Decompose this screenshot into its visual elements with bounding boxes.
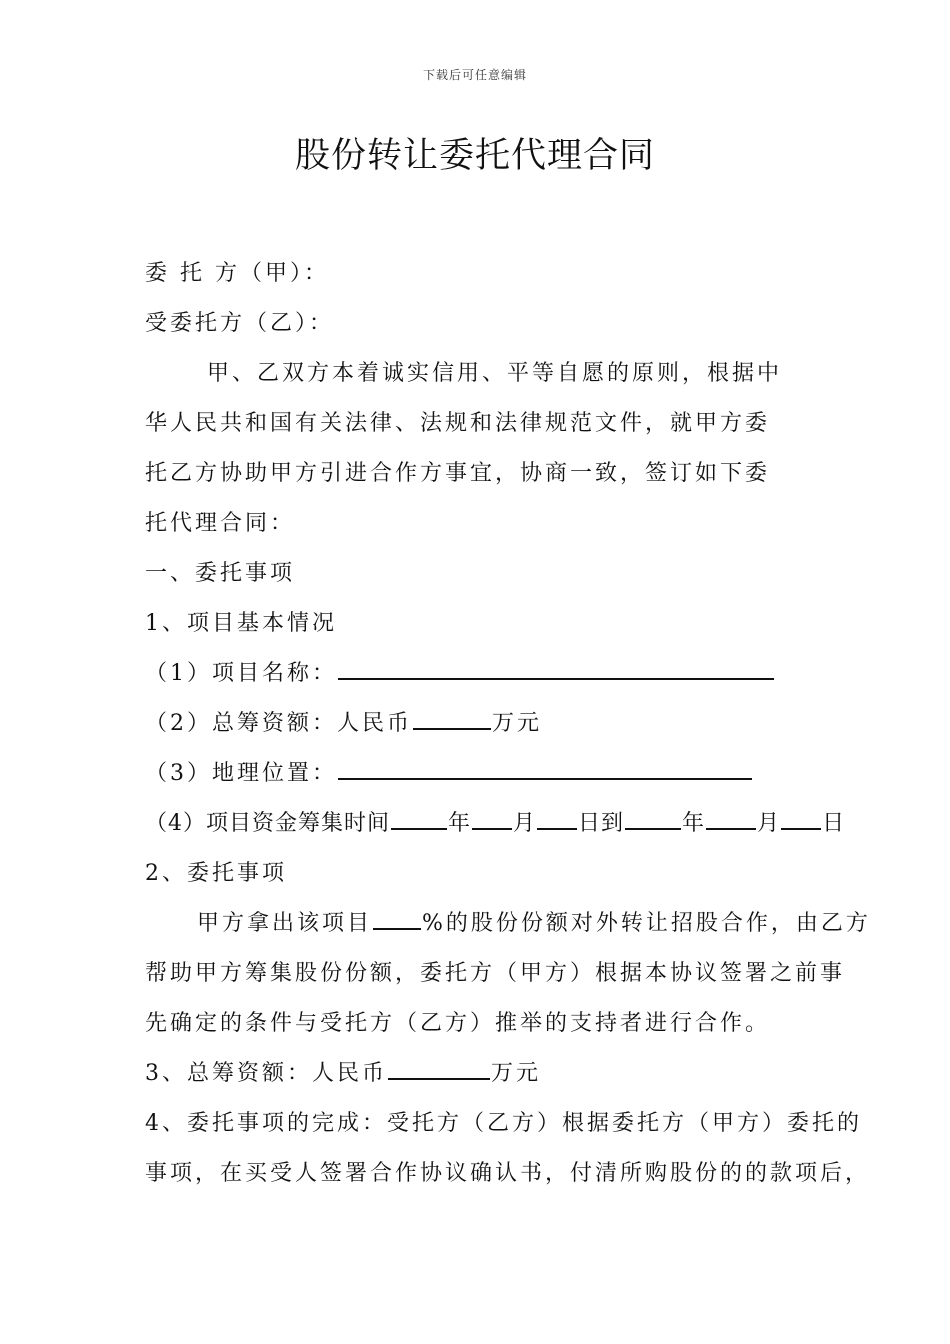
total-funding-blank[interactable] (388, 1050, 490, 1080)
end-year-label: 年 (682, 811, 706, 836)
start-month-blank[interactable] (472, 800, 512, 830)
item-4-line-2: 事项，在买受人签署合作协议确认书，付清所购股份的的款项后， (145, 1161, 871, 1186)
funding-line (145, 699, 810, 749)
item-3-unit: 万元 (491, 1061, 542, 1086)
funding-label: （2）总筹资额：人民币 (145, 711, 412, 736)
item-2-line-1 (145, 899, 871, 949)
location-line (145, 749, 810, 799)
item-3-line (145, 1049, 810, 1099)
location-blank[interactable] (338, 750, 752, 780)
end-day-blank[interactable] (781, 800, 821, 830)
end-month-blank[interactable] (706, 800, 756, 830)
to-label: 日到 (578, 811, 625, 836)
section-1-heading: 一、委托事项 (145, 561, 296, 586)
item-2-line-2: 帮助甲方筹集股份份额，委托方（甲方）根据本协议签署之前事 (145, 961, 846, 986)
item-2-text-b: %的股份份额对外转让招股合作，由乙方 (422, 911, 871, 936)
year-label: 年 (448, 811, 472, 836)
location-label: （3）地理位置： (145, 761, 337, 786)
item-4-line-1: 4、委托事项的完成：受托方（乙方）根据委托方（甲方）委托的 (145, 1111, 862, 1136)
item-2-line-3: 先确定的条件与受托方（乙方）推举的支持者进行合作。 (145, 1011, 771, 1036)
item-2-text-a: 甲方拿出该项目 (197, 911, 373, 936)
intro-line-2: 华人民共和国有关法律、法规和法律规范文件，就甲方委 (145, 411, 771, 436)
start-day-blank[interactable] (537, 800, 577, 830)
principal-label: 委 托 方（甲）： (145, 261, 329, 286)
intro-line-1: 甲、乙双方本着诚实信用、平等自愿的原则，根据中 (207, 361, 783, 386)
item-1-heading: 1、项目基本情况 (145, 611, 337, 636)
agent-label: 受委托方（乙）： (145, 311, 335, 336)
document-body (145, 249, 871, 1199)
end-year-blank[interactable] (625, 800, 681, 830)
principal-line (145, 249, 810, 299)
agent-line (145, 299, 810, 349)
document-title: 股份转让委托代理合同 (294, 136, 655, 176)
month-label: 月 (513, 811, 537, 836)
share-percent-blank[interactable] (373, 900, 421, 930)
item-3-label: 3、总筹资额：人民币 (145, 1061, 387, 1086)
end-month-label: 月 (757, 811, 781, 836)
start-year-blank[interactable] (391, 800, 447, 830)
intro-line-3: 托乙方协助甲方引进合作方事宜，协商一致，签订如下委 (145, 461, 771, 486)
funding-blank[interactable] (413, 700, 491, 730)
item-2-heading: 2、委托事项 (145, 861, 287, 886)
funding-time-label: （4）项目资金筹集时间 (145, 811, 390, 836)
project-name-label: （1）项目名称： (145, 661, 337, 686)
project-name-line (145, 649, 810, 699)
funding-unit: 万元 (492, 711, 543, 736)
intro-line-4: 托代理合同： (145, 511, 296, 536)
project-name-blank[interactable] (338, 650, 774, 680)
funding-time-line (145, 799, 846, 849)
header-note: 下载后可任意编辑 (422, 68, 527, 82)
end-day-label: 日 (822, 811, 846, 836)
